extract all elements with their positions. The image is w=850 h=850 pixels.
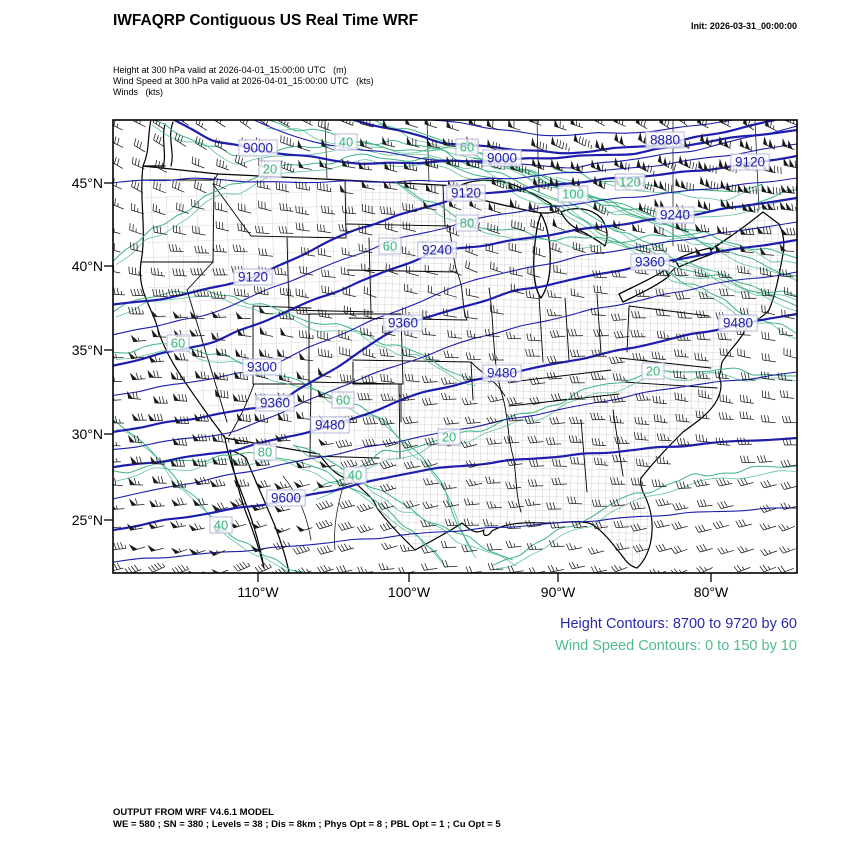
contour-label: 9480 — [314, 417, 346, 433]
contour-legend — [555, 613, 797, 657]
contour-label: 9240 — [421, 242, 453, 258]
x-axis-tick-label: 110°W — [237, 584, 279, 600]
y-axis-tick-label: 45°N — [71, 175, 103, 191]
map-panel — [73, 110, 833, 610]
model-config-footer — [113, 807, 501, 831]
contour-label: 9360 — [634, 254, 666, 270]
contour-label: 9300 — [246, 359, 278, 375]
init-time-label: Init: 2026-03-31_00:00:00 — [690, 21, 797, 31]
wind-contour-legend-line: Wind Speed Contours: 0 to 150 by 10 — [555, 638, 797, 654]
wrf-contour-map — [73, 110, 833, 610]
contour-label: 9120 — [450, 185, 482, 201]
contour-label: 120 — [619, 174, 641, 190]
footer-line: OUTPUT FROM WRF V4.6.1 MODEL — [113, 807, 274, 818]
contour-label: 60 — [335, 392, 351, 408]
field-description-line: Winds (kts) — [113, 87, 164, 97]
y-axis-tick-label: 35°N — [71, 342, 103, 358]
x-axis-tick-label: 90°W — [540, 584, 576, 600]
contour-label: 40 — [213, 517, 229, 533]
contour-label: 9480 — [722, 315, 754, 331]
contour-label: 20 — [441, 429, 457, 445]
x-axis-tick-label: 100°W — [387, 584, 431, 600]
contour-label: 9000 — [242, 140, 274, 156]
footer-line: WE = 580 ; SN = 380 ; Levels = 38 ; Dis = 8km ; Phys Opt = 8 ; PBL Opt = 1 ; Cu Opt = 5 — [113, 819, 501, 830]
field-description-block — [113, 65, 374, 98]
contour-label: 9240 — [659, 207, 691, 223]
contour-label: 60 — [382, 238, 398, 254]
contour-label: 40 — [347, 467, 363, 483]
contour-label: 9600 — [270, 490, 302, 506]
contour-label: 60 — [170, 335, 186, 351]
contour-label: 9120 — [237, 269, 269, 285]
y-axis-tick-label: 25°N — [71, 512, 103, 528]
y-axis-tick-label: 40°N — [71, 258, 103, 274]
height-contour-legend-line: Height Contours: 8700 to 9720 by 60 — [560, 616, 797, 632]
contour-label: 20 — [645, 363, 661, 379]
y-axis-tick-label: 30°N — [71, 426, 103, 442]
contour-label: 8880 — [649, 132, 681, 148]
contour-label: 80 — [257, 444, 273, 460]
contour-label: 9360 — [259, 395, 291, 411]
contour-label: 9360 — [387, 315, 419, 331]
field-description-line: Wind Speed at 300 hPa valid at 2026-04-01_15:00:00 UTC (kts) — [113, 76, 374, 86]
x-axis-tick-label: 80°W — [693, 584, 729, 600]
contour-label: 9120 — [734, 154, 766, 170]
page-title: IWFAQRP Contiguous US Real Time WRF — [113, 12, 419, 29]
contour-label: 100 — [562, 186, 584, 202]
contour-label: 40 — [338, 134, 354, 150]
contour-label: 9000 — [486, 150, 518, 166]
contour-label: 60 — [459, 139, 475, 155]
contour-label: 80 — [459, 215, 475, 231]
contour-label: 20 — [262, 161, 278, 177]
contour-label: 9480 — [486, 365, 518, 381]
field-description-line: Height at 300 hPa valid at 2026-04-01_15:00:00 UTC (m) — [113, 65, 347, 75]
